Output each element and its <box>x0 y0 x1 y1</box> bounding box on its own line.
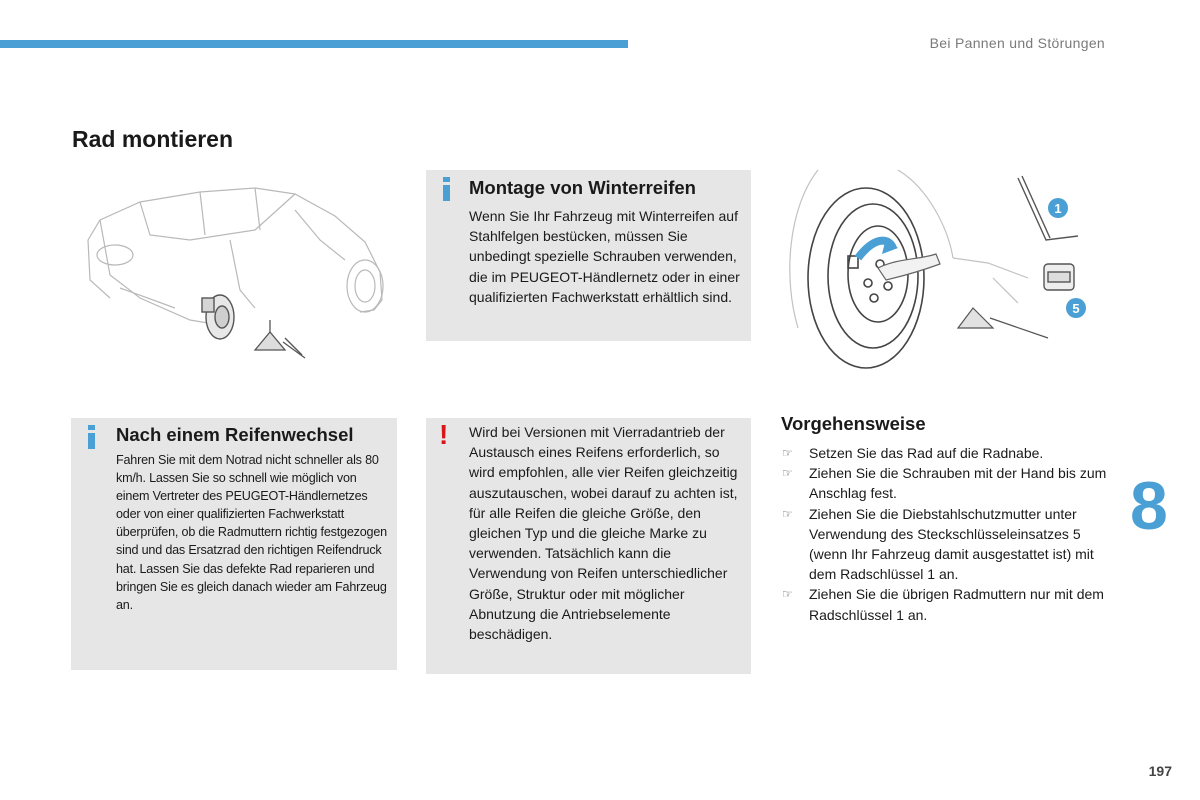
after-tyre-change-title: Nach einem Reifenwechsel <box>116 424 354 445</box>
page-title: Rad montieren <box>72 126 234 152</box>
pointing-hand-icon: ☞ <box>782 506 793 521</box>
winter-tyres-title: Montage von Winterreifen <box>469 177 696 198</box>
label-socket-5: 5 <box>1072 301 1080 316</box>
warning-icon: ! <box>439 419 449 450</box>
pointing-hand-icon: ☞ <box>782 466 793 481</box>
procedure-step <box>781 504 1111 585</box>
procedure-step <box>781 584 1111 624</box>
four-wheel-drive-warning-text: Wird bei Versionen mit Vierradantrieb der Austausch eines Reifens erforderlich, so wird empfohlen, alle vier Reifen gleichzeitig auszutauschen, wobei darauf zu achten ist, für alle Reifen die gleiche Größe, den gleichen Typ und die gleiche Marke zu verwenden. Tatsächlich kann die Verwendung von Reifen unterschiedlicher Größe, Struktur oder mit möglicher Abnutzung die Antriebselemente beschädigen. <box>469 424 738 643</box>
chapter-number: 8 <box>1130 468 1168 544</box>
label-wrench-1: 1 <box>1054 201 1062 216</box>
procedure-steps <box>781 443 1111 625</box>
pointing-hand-icon: ☞ <box>782 587 793 602</box>
step-text: Ziehen Sie die Diebstahlschutzmutter unter Verwendung des Steckschlüsseleinsatzes 5 (wenn Ihr Fahrzeug damit ausgestattet ist) mit dem Radschlüssel 1 an. <box>809 505 1094 583</box>
winter-tyres-text: Wenn Sie Ihr Fahrzeug mit Winterreifen auf Stahlfelgen bestücken, müssen Sie unbedingt spezielle Schrauben verwenden, die im PEUGEOT-Händlernetz oder in einer qualifizierten Fachwerkstatt erhältlich sind. <box>469 208 740 305</box>
procedure-step <box>781 463 1111 503</box>
procedure-step <box>781 443 1111 463</box>
page-number: 197 <box>1148 763 1172 779</box>
pointing-hand-icon: ☞ <box>782 446 793 460</box>
step-text: Setzen Sie das Rad auf die Radnabe. <box>809 445 1044 461</box>
step-text: Ziehen Sie die übrigen Radmuttern nur mit dem Radschlüssel 1 an. <box>809 586 1104 623</box>
section-heading: Bei Pannen und Störungen <box>929 35 1105 51</box>
car-jack-illustration <box>80 180 400 370</box>
header-accent-bar <box>0 40 628 48</box>
procedure-title: Vorgehensweise <box>781 413 926 434</box>
wheel-mounting-illustration <box>778 168 1106 378</box>
after-tyre-change-text: Fahren Sie mit dem Notrad nicht schneller als 80 km/h. Lassen Sie so schnell wie möglich von einem Vertreter des PEUGEOT-Händlernetzes oder von einer qualifizierten Fachwerkstatt überprüfen, ob die Radmuttern richtig festgezogen sind und das Ersatzrad den richtigen Reifendruck hat. Lassen Sie das defekte Rad reparieren und bringen Sie es gleich danach wieder am Fahrzeug an. <box>116 453 387 612</box>
step-text: Ziehen Sie die Schrauben mit der Hand bis zum Anschlag fest. <box>809 465 1107 502</box>
